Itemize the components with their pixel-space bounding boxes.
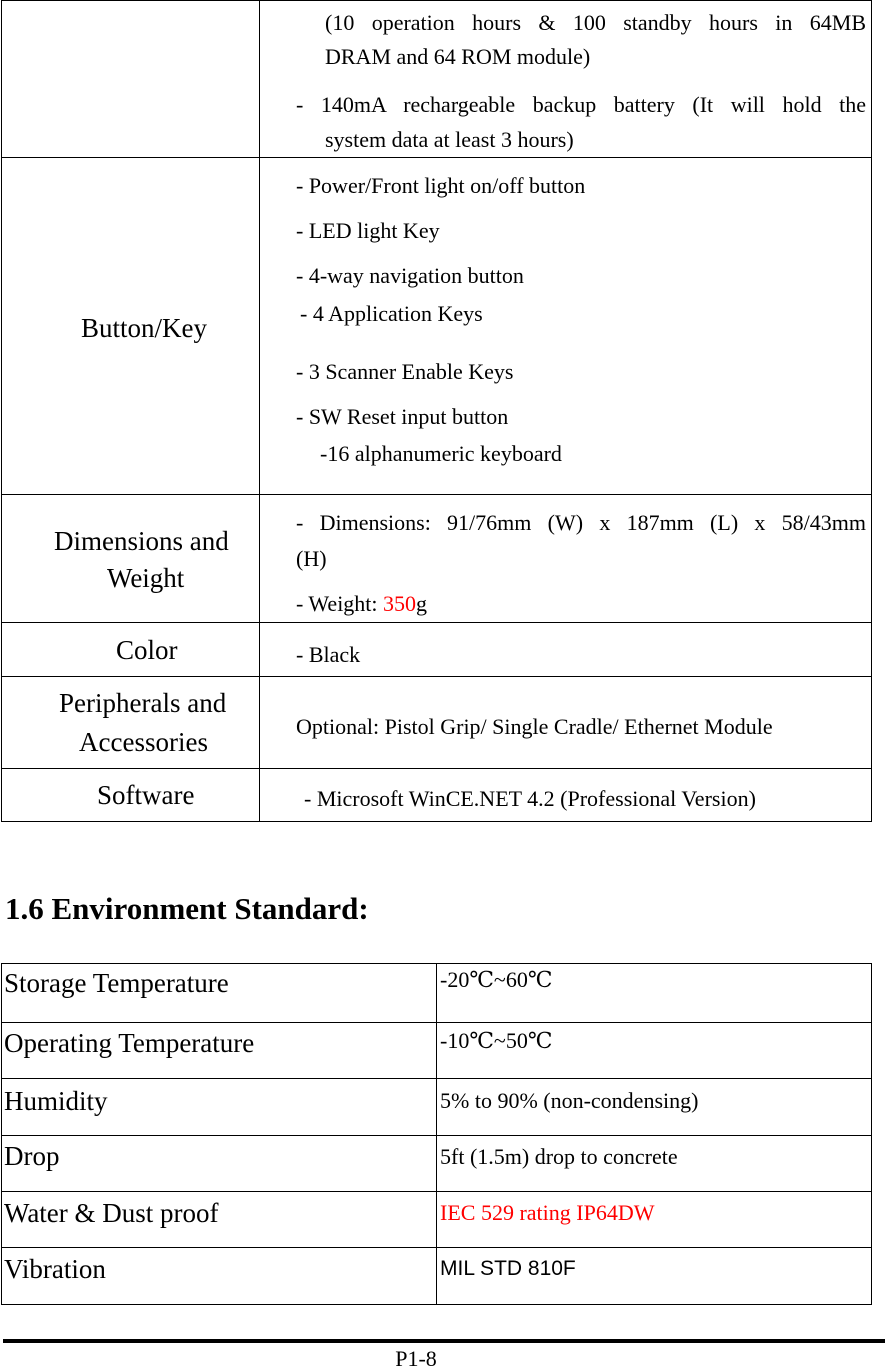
table-rule — [1, 622, 872, 623]
peripherals-value: Optional: Pistol Grip/ Single Cradle/ Ethernet Module — [296, 714, 773, 739]
software-label: Software — [97, 780, 195, 810]
button-key-item: - 4 Application Keys — [300, 301, 483, 326]
table-rule — [436, 963, 437, 1305]
env-label: Storage Temperature — [4, 968, 229, 998]
button-key-item: - SW Reset input button — [296, 404, 509, 429]
env-label: Vibration — [4, 1254, 106, 1284]
dimensions-label-line-1: Dimensions and — [54, 526, 229, 556]
button-key-item: - 3 Scanner Enable Keys — [296, 359, 514, 384]
dimensions-label-line-2: Weight — [107, 563, 185, 593]
footer-rule — [3, 1339, 885, 1343]
weight-unit: g — [416, 591, 428, 616]
table-rule — [1, 768, 872, 769]
color-value: - Black — [296, 642, 361, 667]
table-rule — [871, 963, 872, 1305]
dimensions-line-2: (H) — [296, 546, 327, 571]
button-key-label: Button/Key — [81, 313, 207, 343]
table-rule — [1, 0, 2, 822]
weight-value: 350 — [383, 591, 417, 616]
env-label: Water & Dust proof — [4, 1198, 219, 1228]
env-label: Drop — [4, 1141, 60, 1171]
page-number: P1-8 — [395, 1346, 437, 1371]
weight-prefix: - Weight: — [296, 591, 384, 616]
table-rule — [1, 821, 872, 822]
dimensions-line-1: - Dimensions: 91/76mm (W) x 187mm (L) x 58/43mm — [296, 510, 866, 535]
env-value: IEC 529 rating IP64DW — [440, 1200, 655, 1225]
env-label: Humidity — [4, 1086, 108, 1116]
table-rule — [259, 0, 260, 822]
section-heading: 1.6 Environment Standard: — [5, 891, 369, 926]
table-rule — [1, 0, 872, 1]
power-line-1: (10 operation hours & 100 standby hours in 64MB — [325, 10, 866, 35]
power-line-3: - 140mA rechargeable backup battery (It will hold the — [296, 92, 866, 117]
env-value: 5ft (1.5m) drop to concrete — [440, 1144, 678, 1169]
color-label: Color — [116, 635, 178, 665]
button-key-item: - LED light Key — [296, 218, 440, 243]
power-line-4: system data at least 3 hours) — [325, 127, 574, 152]
env-value: 5% to 90% (non-condensing) — [440, 1088, 699, 1113]
power-line-2: DRAM and 64 ROM module) — [325, 44, 591, 69]
peripherals-label-line-1: Peripherals and — [59, 688, 227, 718]
env-value: MIL STD 810F — [440, 1257, 576, 1280]
env-value: -10℃~50℃ — [440, 1028, 553, 1053]
table-rule — [1, 494, 872, 495]
table-rule — [871, 0, 872, 822]
env-label: Operating Temperature — [4, 1028, 255, 1058]
table-rule — [1, 963, 2, 1305]
table-rule — [1, 676, 872, 677]
software-value: - Microsoft WinCE.NET 4.2 (Professional Version) — [304, 786, 756, 811]
peripherals-label-line-2: Accessories — [79, 727, 208, 757]
weight-line — [296, 593, 427, 615]
env-value: -20℃~60℃ — [440, 967, 553, 992]
button-key-item: - Power/Front light on/off button — [296, 173, 586, 198]
button-key-item: - 4-way navigation button — [296, 263, 524, 288]
table-rule — [1, 157, 872, 158]
button-key-item: -16 alphanumeric keyboard — [320, 441, 562, 466]
